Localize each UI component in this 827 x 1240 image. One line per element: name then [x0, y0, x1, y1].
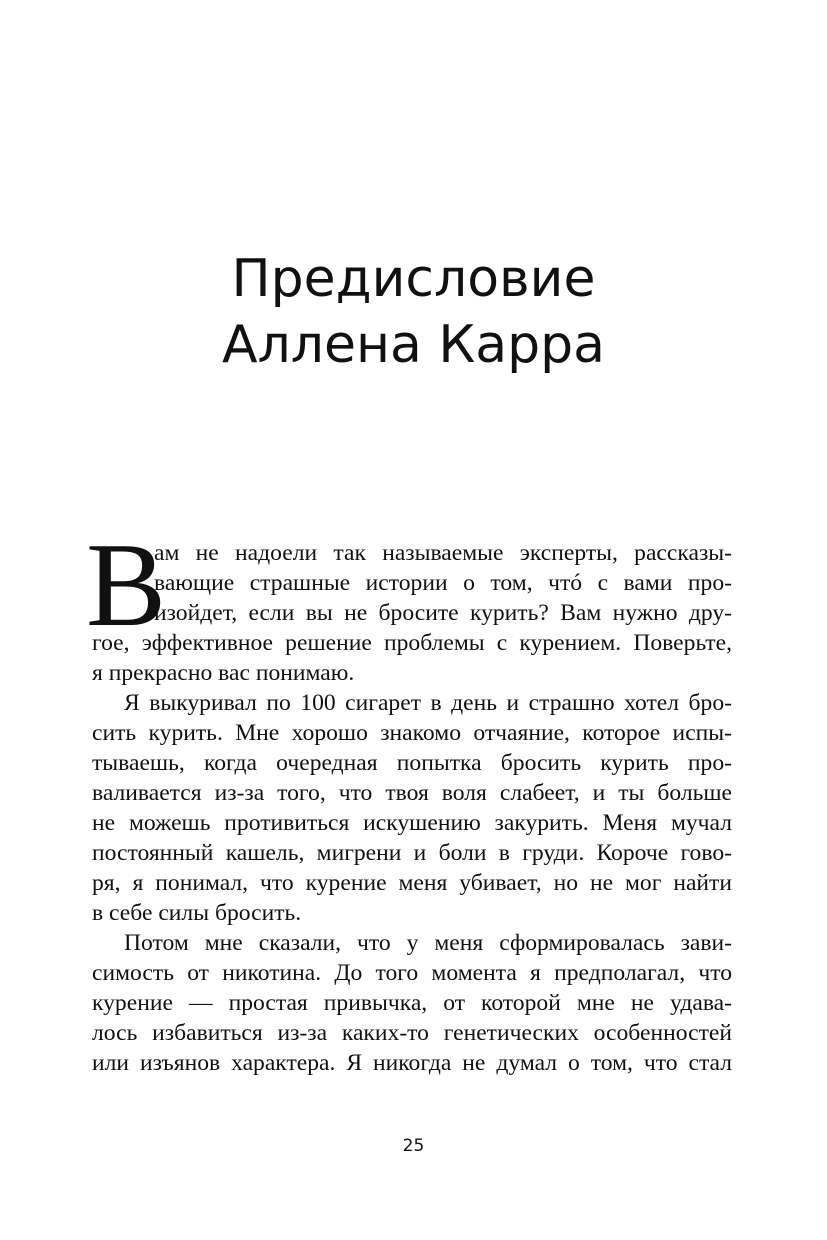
text-line: постоянный кашель, мигрени и боли в груди. Короче гово-: [92, 840, 732, 866]
chapter-title-line-2: Аллена Карра: [221, 315, 606, 375]
text-line: валивается из-за того, что твоя воля слабеет, и ты больше: [92, 780, 732, 806]
chapter-title: [0, 246, 827, 378]
text-line: изойдет, если вы не бросите курить? Вам нужно дру-: [154, 600, 732, 626]
paragraph-1: [86, 518, 732, 688]
text-line: тываешь, когда очередная попытка бросить курить про-: [92, 750, 732, 776]
text-line: в себе силы бросить.: [92, 900, 302, 926]
text-line: я прекрасно вас понимаю.: [92, 660, 355, 686]
text-line: Потом мне сказали, что у меня сформировалась зави-: [124, 930, 732, 956]
text-line: лось избавиться из-за каких-то генетических особенностей: [92, 1020, 732, 1046]
text-line: ря, я понимал, что курение меня убивает, но не мог найти: [92, 870, 732, 896]
text-line: вающие страшные истории о том, чтó с вами про-: [154, 570, 732, 596]
text-line: ам не надоели так называемые эксперты, рассказы-: [154, 540, 732, 566]
text-line: курение — простая привычка, от которой мне не удава-: [92, 990, 732, 1016]
paragraph-2: [92, 688, 732, 928]
drop-cap: В: [86, 518, 167, 651]
text-line: Я выкуривал по 100 сигарет в день и страшно хотел бро-: [124, 690, 732, 716]
paragraph-3: [92, 928, 732, 1078]
body-text: [86, 518, 732, 1078]
chapter-title-line-1: Предисловие: [231, 249, 596, 309]
text-line: симость от никотина. До того момента я предполагал, что: [92, 960, 732, 986]
text-line: или изъянов характера. Я никогда не думал о том, что стал: [92, 1050, 732, 1076]
text-line: сить курить. Мне хорошо знакомо отчаяние, которое испы-: [92, 720, 732, 746]
text-line: гое, эффективное решение проблемы с курением. Поверьте,: [92, 630, 732, 656]
page-number: 25: [402, 1136, 425, 1156]
text-line: не можешь противиться искушению закурить. Меня мучал: [92, 810, 732, 836]
